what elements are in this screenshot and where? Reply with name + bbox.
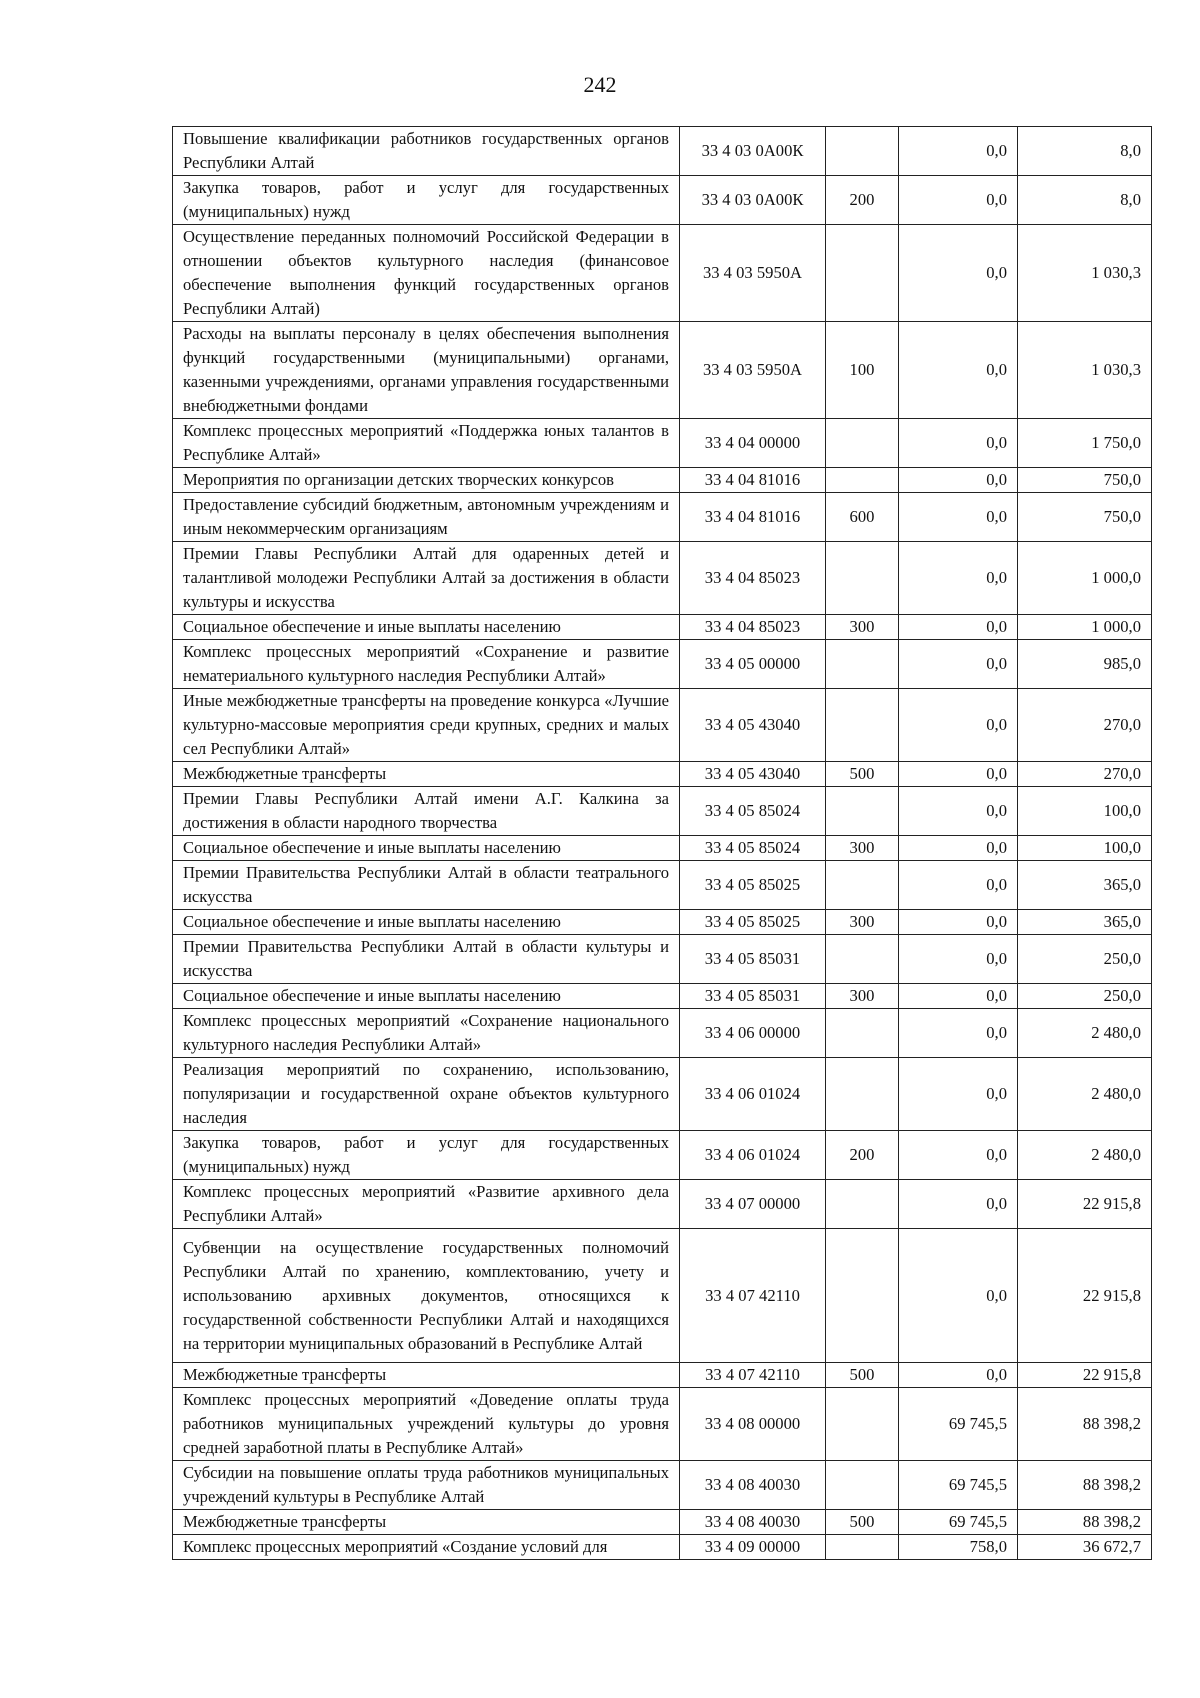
row-code-cell: 33 4 03 5950А: [680, 225, 826, 322]
row-amount-2-cell: 1 000,0: [1018, 542, 1152, 615]
row-name-cell: Субсидии на повышение оплаты труда работников муниципальных учреждений культуры в Республике Алтай: [173, 1461, 680, 1510]
row-expense-type-cell: 300: [826, 836, 899, 861]
row-name-cell: Комплекс процессных мероприятий «Сохранение и развитие нематериального культурного наследия Республики Алтай»: [173, 640, 680, 689]
table-row: [173, 689, 1152, 762]
row-amount-2-cell: 1 000,0: [1018, 615, 1152, 640]
row-name-cell: Премии Правительства Республики Алтай в области театрального искусства: [173, 861, 680, 910]
table-row: [173, 127, 1152, 176]
row-expense-type-cell: 200: [826, 176, 899, 225]
row-expense-type-cell: [826, 419, 899, 468]
table-row: [173, 1461, 1152, 1510]
row-amount-1-cell: 69 745,5: [899, 1510, 1018, 1535]
row-amount-1-cell: 0,0: [899, 322, 1018, 419]
row-expense-type-cell: 500: [826, 1363, 899, 1388]
row-amount-1-cell: 0,0: [899, 542, 1018, 615]
row-code-cell: 33 4 07 42110: [680, 1229, 826, 1363]
table-row: [173, 1229, 1152, 1363]
row-name-cell: Предоставление субсидий бюджетным, автономным учреждениям и иным некоммерческим организациям: [173, 493, 680, 542]
row-code-cell: 33 4 09 00000: [680, 1535, 826, 1560]
row-amount-1-cell: 0,0: [899, 1229, 1018, 1363]
row-amount-1-cell: 0,0: [899, 1058, 1018, 1131]
row-expense-type-cell: [826, 689, 899, 762]
row-expense-type-cell: [826, 1535, 899, 1560]
row-name-cell: Повышение квалификации работников государственных органов Республики Алтай: [173, 127, 680, 176]
row-amount-2-cell: 22 915,8: [1018, 1180, 1152, 1229]
row-amount-1-cell: 0,0: [899, 984, 1018, 1009]
row-code-cell: 33 4 05 43040: [680, 689, 826, 762]
row-amount-1-cell: 0,0: [899, 419, 1018, 468]
table-row: [173, 787, 1152, 836]
row-amount-2-cell: 22 915,8: [1018, 1363, 1152, 1388]
row-amount-2-cell: 750,0: [1018, 468, 1152, 493]
row-amount-2-cell: 2 480,0: [1018, 1131, 1152, 1180]
row-code-cell: 33 4 04 85023: [680, 615, 826, 640]
row-amount-2-cell: 2 480,0: [1018, 1058, 1152, 1131]
table-row: [173, 762, 1152, 787]
table-row: [173, 640, 1152, 689]
row-amount-2-cell: 1 750,0: [1018, 419, 1152, 468]
row-amount-2-cell: 2 480,0: [1018, 1009, 1152, 1058]
row-expense-type-cell: [826, 468, 899, 493]
table-row: [173, 910, 1152, 935]
row-expense-type-cell: 500: [826, 1510, 899, 1535]
table-row: [173, 1058, 1152, 1131]
row-code-cell: 33 4 05 85024: [680, 836, 826, 861]
table-row: [173, 1535, 1152, 1560]
row-name-cell: Комплекс процессных мероприятий «Доведение оплаты труда работников муниципальных учреждений культуры до уровня средней заработной платы в Республике Алтай»: [173, 1388, 680, 1461]
row-amount-2-cell: 88 398,2: [1018, 1388, 1152, 1461]
row-expense-type-cell: [826, 861, 899, 910]
table-row: [173, 615, 1152, 640]
row-amount-2-cell: 250,0: [1018, 984, 1152, 1009]
row-expense-type-cell: [826, 1058, 899, 1131]
row-expense-type-cell: [826, 640, 899, 689]
row-amount-2-cell: 985,0: [1018, 640, 1152, 689]
row-amount-1-cell: 0,0: [899, 910, 1018, 935]
row-name-cell: Комплекс процессных мероприятий «Создание условий для: [173, 1535, 680, 1560]
row-name-cell: Комплекс процессных мероприятий «Сохранение национального культурного наследия Республики Алтай»: [173, 1009, 680, 1058]
row-amount-1-cell: 0,0: [899, 176, 1018, 225]
row-amount-2-cell: 100,0: [1018, 787, 1152, 836]
table-row: [173, 1009, 1152, 1058]
row-amount-2-cell: 750,0: [1018, 493, 1152, 542]
row-name-cell: Субвенции на осуществление государственных полномочий Республики Алтай по хранению, комплектованию, учету и использованию архивных документов, относящихся к государственной собственности Республики Алтай и находящихся на территории муниципальных образований в Республике Алтай: [173, 1229, 680, 1363]
row-amount-1-cell: 0,0: [899, 127, 1018, 176]
page-number: 242: [583, 72, 617, 97]
table-row: [173, 225, 1152, 322]
row-name-cell: Осуществление переданных полномочий Российской Федерации в отношении объектов культурного наследия (финансовое обеспечение выполнения функций государственных органов Республики Алтай): [173, 225, 680, 322]
row-amount-1-cell: 0,0: [899, 935, 1018, 984]
row-code-cell: 33 4 05 85025: [680, 910, 826, 935]
table-row: [173, 935, 1152, 984]
row-code-cell: 33 4 06 01024: [680, 1058, 826, 1131]
row-amount-1-cell: 0,0: [899, 640, 1018, 689]
row-amount-1-cell: 0,0: [899, 836, 1018, 861]
row-name-cell: Социальное обеспечение и иные выплаты населению: [173, 836, 680, 861]
row-amount-2-cell: 100,0: [1018, 836, 1152, 861]
row-name-cell: Премии Правительства Республики Алтай в области культуры и искусства: [173, 935, 680, 984]
row-name-cell: Иные межбюджетные трансферты на проведение конкурса «Лучшие культурно-массовые мероприятия среди крупных, средних и малых сел Республики Алтай»: [173, 689, 680, 762]
row-name-cell: Социальное обеспечение и иные выплаты населению: [173, 984, 680, 1009]
table-row: [173, 1388, 1152, 1461]
row-amount-1-cell: 0,0: [899, 861, 1018, 910]
row-expense-type-cell: 100: [826, 322, 899, 419]
row-code-cell: 33 4 04 81016: [680, 493, 826, 542]
row-amount-2-cell: 88 398,2: [1018, 1510, 1152, 1535]
row-amount-2-cell: 8,0: [1018, 176, 1152, 225]
table-row: [173, 984, 1152, 1009]
row-amount-2-cell: 8,0: [1018, 127, 1152, 176]
row-expense-type-cell: 300: [826, 910, 899, 935]
row-code-cell: 33 4 08 40030: [680, 1510, 826, 1535]
table-row: [173, 836, 1152, 861]
row-amount-1-cell: 0,0: [899, 615, 1018, 640]
row-name-cell: Премии Главы Республики Алтай имени А.Г. Калкина за достижения в области народного творчества: [173, 787, 680, 836]
row-name-cell: Социальное обеспечение и иные выплаты населению: [173, 615, 680, 640]
row-amount-2-cell: 365,0: [1018, 910, 1152, 935]
row-expense-type-cell: [826, 1229, 899, 1363]
row-amount-2-cell: 270,0: [1018, 689, 1152, 762]
row-name-cell: Премии Главы Республики Алтай для одаренных детей и талантливой молодежи Республики Алтай за достижения в области культуры и искусства: [173, 542, 680, 615]
row-amount-2-cell: 250,0: [1018, 935, 1152, 984]
row-expense-type-cell: 200: [826, 1131, 899, 1180]
row-code-cell: 33 4 07 42110: [680, 1363, 826, 1388]
table-row: [173, 1180, 1152, 1229]
row-amount-2-cell: 270,0: [1018, 762, 1152, 787]
row-amount-1-cell: 0,0: [899, 762, 1018, 787]
row-name-cell: Закупка товаров, работ и услуг для государственных (муниципальных) нужд: [173, 1131, 680, 1180]
row-expense-type-cell: [826, 1009, 899, 1058]
row-amount-1-cell: 758,0: [899, 1535, 1018, 1560]
row-amount-1-cell: 0,0: [899, 1009, 1018, 1058]
row-name-cell: Межбюджетные трансферты: [173, 1510, 680, 1535]
row-code-cell: 33 4 03 0А00К: [680, 127, 826, 176]
table-row: [173, 468, 1152, 493]
row-name-cell: Комплекс процессных мероприятий «Поддержка юных талантов в Республике Алтай»: [173, 419, 680, 468]
row-amount-1-cell: 0,0: [899, 493, 1018, 542]
table-row: [173, 1510, 1152, 1535]
table-row: [173, 322, 1152, 419]
row-amount-2-cell: 365,0: [1018, 861, 1152, 910]
row-name-cell: Расходы на выплаты персоналу в целях обеспечения выполнения функций государственными (муниципальными) органами, казенными учреждениями, органами управления государственными внебюджетными фондами: [173, 322, 680, 419]
row-code-cell: 33 4 03 5950А: [680, 322, 826, 419]
row-expense-type-cell: [826, 1180, 899, 1229]
row-expense-type-cell: [826, 935, 899, 984]
row-amount-1-cell: 0,0: [899, 225, 1018, 322]
row-amount-2-cell: 88 398,2: [1018, 1461, 1152, 1510]
row-code-cell: 33 4 03 0А00К: [680, 176, 826, 225]
row-code-cell: 33 4 07 00000: [680, 1180, 826, 1229]
row-code-cell: 33 4 05 00000: [680, 640, 826, 689]
row-expense-type-cell: [826, 787, 899, 836]
row-code-cell: 33 4 05 85031: [680, 984, 826, 1009]
table-row: [173, 493, 1152, 542]
row-code-cell: 33 4 05 85025: [680, 861, 826, 910]
table-row: [173, 542, 1152, 615]
table-row: [173, 419, 1152, 468]
row-code-cell: 33 4 04 81016: [680, 468, 826, 493]
row-amount-1-cell: 69 745,5: [899, 1461, 1018, 1510]
row-code-cell: 33 4 04 00000: [680, 419, 826, 468]
row-code-cell: 33 4 05 85024: [680, 787, 826, 836]
table-row: [173, 1363, 1152, 1388]
row-name-cell: Комплекс процессных мероприятий «Развитие архивного дела Республики Алтай»: [173, 1180, 680, 1229]
row-code-cell: 33 4 06 01024: [680, 1131, 826, 1180]
table-row: [173, 176, 1152, 225]
row-expense-type-cell: [826, 127, 899, 176]
row-code-cell: 33 4 08 40030: [680, 1461, 826, 1510]
row-expense-type-cell: 500: [826, 762, 899, 787]
row-amount-1-cell: 69 745,5: [899, 1388, 1018, 1461]
row-name-cell: Социальное обеспечение и иные выплаты населению: [173, 910, 680, 935]
row-expense-type-cell: [826, 1388, 899, 1461]
row-amount-2-cell: 22 915,8: [1018, 1229, 1152, 1363]
budget-table-body: [173, 127, 1152, 1560]
row-name-cell: Мероприятия по организации детских творческих конкурсов: [173, 468, 680, 493]
row-expense-type-cell: [826, 542, 899, 615]
row-amount-1-cell: 0,0: [899, 468, 1018, 493]
row-code-cell: 33 4 05 85031: [680, 935, 826, 984]
row-code-cell: 33 4 04 85023: [680, 542, 826, 615]
table-row: [173, 861, 1152, 910]
table-row: [173, 1131, 1152, 1180]
row-amount-2-cell: 1 030,3: [1018, 322, 1152, 419]
row-amount-1-cell: 0,0: [899, 1131, 1018, 1180]
row-code-cell: 33 4 08 00000: [680, 1388, 826, 1461]
row-name-cell: Закупка товаров, работ и услуг для государственных (муниципальных) нужд: [173, 176, 680, 225]
budget-table: [172, 126, 1152, 1560]
row-amount-2-cell: 36 672,7: [1018, 1535, 1152, 1560]
row-expense-type-cell: [826, 225, 899, 322]
row-name-cell: Межбюджетные трансферты: [173, 762, 680, 787]
row-amount-1-cell: 0,0: [899, 787, 1018, 836]
row-amount-1-cell: 0,0: [899, 1180, 1018, 1229]
row-code-cell: 33 4 06 00000: [680, 1009, 826, 1058]
row-amount-2-cell: 1 030,3: [1018, 225, 1152, 322]
row-expense-type-cell: 300: [826, 984, 899, 1009]
row-amount-1-cell: 0,0: [899, 1363, 1018, 1388]
row-amount-1-cell: 0,0: [899, 689, 1018, 762]
row-expense-type-cell: 300: [826, 615, 899, 640]
row-name-cell: Реализация мероприятий по сохранению, использованию, популяризации и государственной охране объектов культурного наследия: [173, 1058, 680, 1131]
row-name-cell: Межбюджетные трансферты: [173, 1363, 680, 1388]
row-expense-type-cell: 600: [826, 493, 899, 542]
row-code-cell: 33 4 05 43040: [680, 762, 826, 787]
row-expense-type-cell: [826, 1461, 899, 1510]
